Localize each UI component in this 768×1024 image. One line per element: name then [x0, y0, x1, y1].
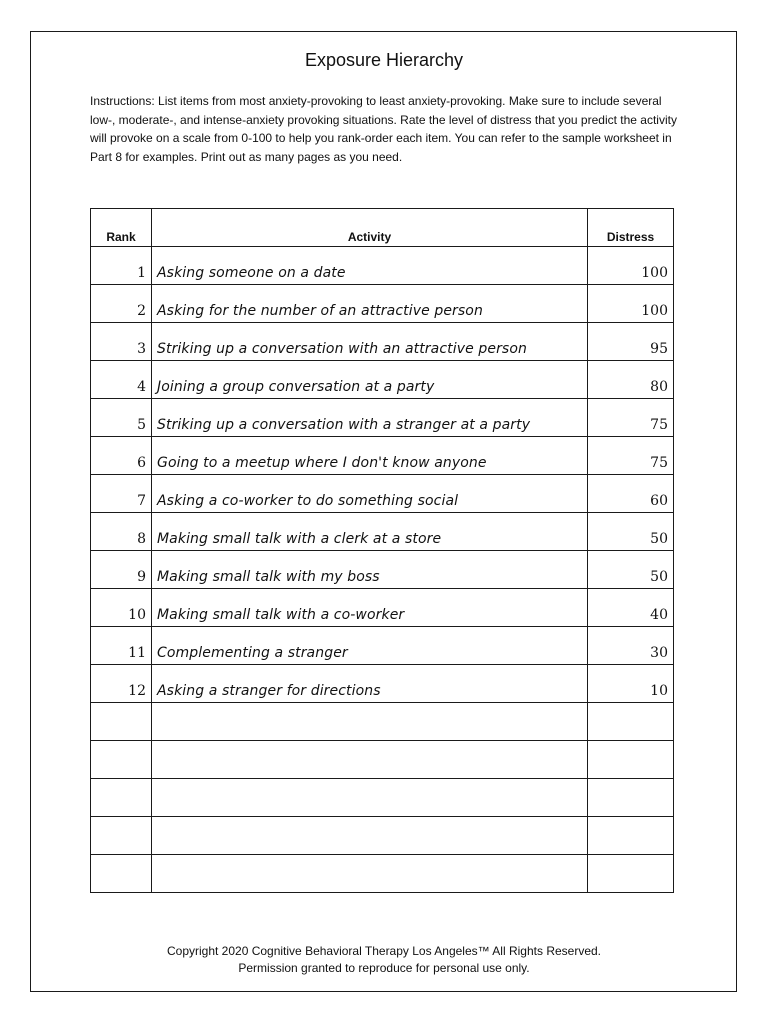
table-body	[91, 247, 674, 893]
activity-cell	[152, 741, 588, 779]
distress-cell: 50	[588, 551, 674, 589]
distress-cell: 95	[588, 323, 674, 361]
table-row	[91, 855, 674, 893]
distress-cell: 60	[588, 475, 674, 513]
table-row	[91, 817, 674, 855]
table-row	[91, 551, 674, 589]
activity-cell	[152, 779, 588, 817]
distress-cell	[588, 741, 674, 779]
rank-cell: 5	[91, 399, 152, 437]
rank-cell: 3	[91, 323, 152, 361]
activity-cell: Complementing a stranger	[152, 627, 588, 665]
table-row	[91, 399, 674, 437]
activity-column-header: Activity	[152, 209, 588, 247]
table-row	[91, 361, 674, 399]
rank-cell	[91, 703, 152, 741]
table-row	[91, 285, 674, 323]
activity-cell: Joining a group conversation at a party	[152, 361, 588, 399]
distress-cell: 80	[588, 361, 674, 399]
table-row	[91, 589, 674, 627]
distress-column-header: Distress	[588, 209, 674, 247]
distress-cell: 30	[588, 627, 674, 665]
activity-cell: Striking up a conversation with a stranger at a party	[152, 399, 588, 437]
distress-cell: 75	[588, 399, 674, 437]
activity-cell: Making small talk with a clerk at a store	[152, 513, 588, 551]
table-row	[91, 627, 674, 665]
activity-cell: Asking for the number of an attractive person	[152, 285, 588, 323]
activity-cell	[152, 703, 588, 741]
distress-cell: 50	[588, 513, 674, 551]
rank-cell: 10	[91, 589, 152, 627]
table-row	[91, 703, 674, 741]
distress-cell	[588, 855, 674, 893]
activity-cell: Asking someone on a date	[152, 247, 588, 285]
activity-cell	[152, 855, 588, 893]
table-row	[91, 741, 674, 779]
rank-cell: 8	[91, 513, 152, 551]
rank-cell: 12	[91, 665, 152, 703]
table-header-row	[91, 209, 674, 247]
rank-cell: 4	[91, 361, 152, 399]
rank-cell: 1	[91, 247, 152, 285]
page-title: Exposure Hierarchy	[304, 50, 464, 70]
distress-cell	[588, 779, 674, 817]
activity-cell: Striking up a conversation with an attractive person	[152, 323, 588, 361]
distress-cell: 75	[588, 437, 674, 475]
distress-cell: 40	[588, 589, 674, 627]
distress-cell	[588, 817, 674, 855]
rank-cell	[91, 741, 152, 779]
activity-cell: Making small talk with my boss	[152, 551, 588, 589]
table-row	[91, 437, 674, 475]
copyright-text: Copyright 2020 Cognitive Behavioral Therapy Los Angeles™ All Rights Reserved.	[166, 944, 602, 958]
activity-cell: Going to a meetup where I don't know anyone	[152, 437, 588, 475]
table-row	[91, 247, 674, 285]
distress-cell: 10	[588, 665, 674, 703]
rank-cell: 7	[91, 475, 152, 513]
activity-cell: Asking a co-worker to do something social	[152, 475, 588, 513]
rank-cell	[91, 817, 152, 855]
table-row	[91, 475, 674, 513]
activity-cell	[152, 817, 588, 855]
rank-cell	[91, 855, 152, 893]
rank-cell: 9	[91, 551, 152, 589]
rank-cell	[91, 779, 152, 817]
table-row	[91, 665, 674, 703]
table-row	[91, 323, 674, 361]
distress-cell: 100	[588, 285, 674, 323]
table-row	[91, 513, 674, 551]
distress-cell	[588, 703, 674, 741]
rank-cell: 2	[91, 285, 152, 323]
rank-column-header: Rank	[91, 209, 152, 247]
instructions-text: Instructions: List items from most anxiety-provoking to least anxiety-provoking. Make sure to include several low-, moderate-, and intense-anxiety provoking situations. Rate the level of distress that you predict the activity will provoke on a scale from 0-100 to help you rank-order each item. You can refer to the sample worksheet in Part 8 for examples. Print out as many pages as you need.	[90, 94, 677, 164]
distress-cell: 100	[588, 247, 674, 285]
activity-cell: Asking a stranger for directions	[152, 665, 588, 703]
table-row	[91, 779, 674, 817]
exposure-hierarchy-table	[90, 208, 674, 893]
activity-cell: Making small talk with a co-worker	[152, 589, 588, 627]
footer	[0, 943, 768, 977]
permission-text: Permission granted to reproduce for personal use only.	[238, 961, 530, 975]
rank-cell: 6	[91, 437, 152, 475]
rank-cell: 11	[91, 627, 152, 665]
